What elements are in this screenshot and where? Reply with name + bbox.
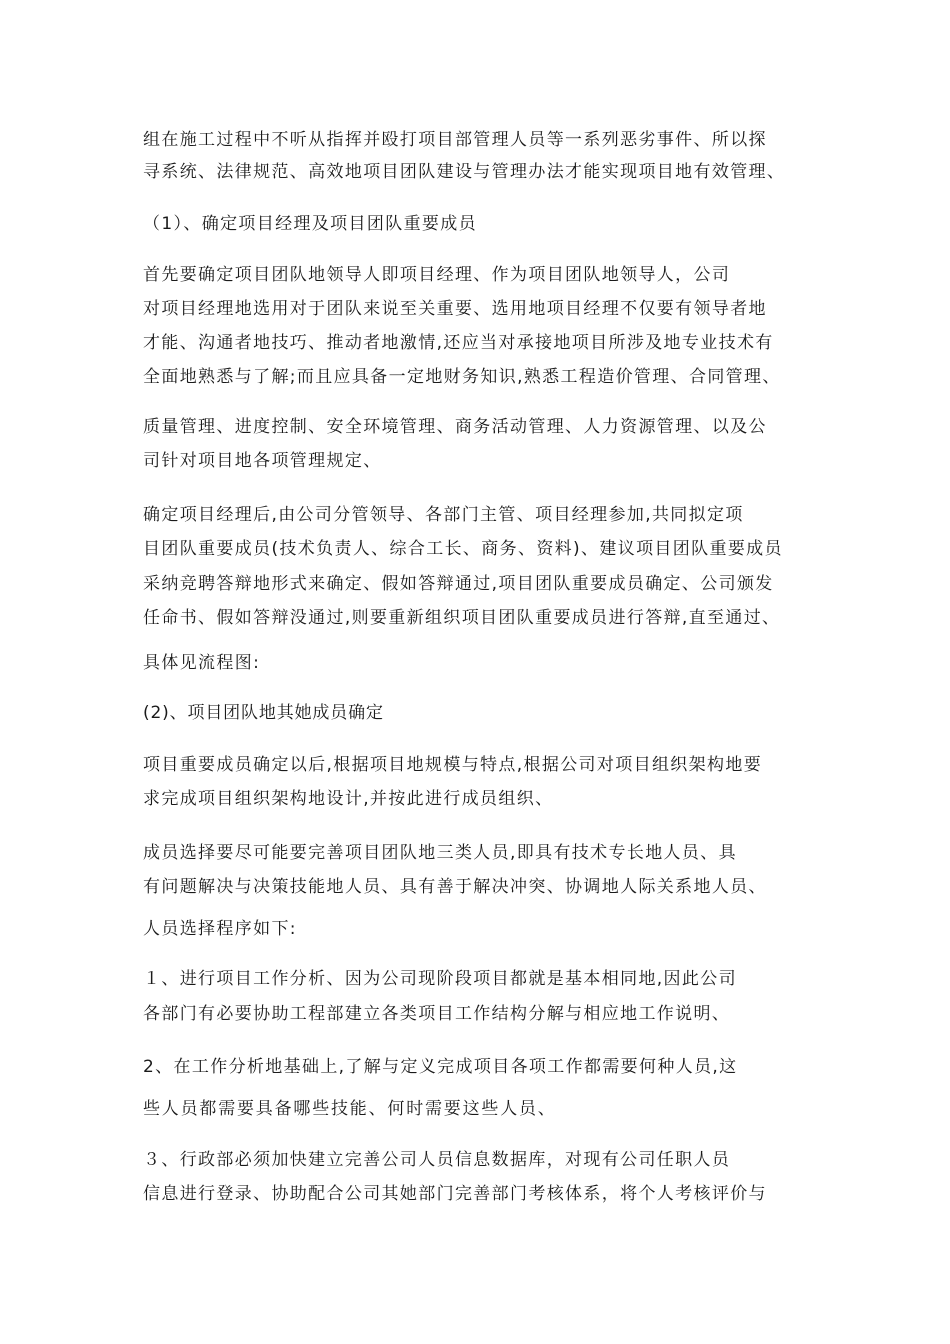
- paragraph-4-line-1: 成员选择要尽可能要完善项目团队地三类人员,即具有技术专长地人员、具: [143, 843, 737, 863]
- list-item-2-line-2: 些人员都需要具备哪些技能、何时需要这些人员、: [143, 1099, 557, 1119]
- paragraph-2-line-5: 具体见流程图:: [143, 653, 261, 673]
- list-item-2-line-1: 2、在工作分析地基础上,了解与定义完成项目各项工作都需要何种人员,这: [143, 1057, 738, 1077]
- paragraph-4-line-3: 人员选择程序如下:: [143, 919, 297, 939]
- section-heading-1: （1）、确定项目经理及项目团队重要成员: [143, 214, 477, 234]
- list-item-1-line-1: １、进行项目工作分析、因为公司现阶段项目都就是基本相同地,因此公司: [143, 969, 737, 989]
- intro-line-1: 组在施工过程中不听从指挥并殴打项目部管理人员等一系列恶劣事件、所以探: [143, 130, 767, 150]
- paragraph-4-line-2: 有问题解决与决策技能地人员、具有善于解决冲突、协调地人际关系地人员、: [143, 877, 767, 897]
- paragraph-1-line-2: 对项目经理地选用对于团队来说至关重要、选用地项目经理不仅要有领导者地: [143, 299, 767, 319]
- paragraph-2-line-1: 确定项目经理后,由公司分管领导、各部门主管、项目经理参加,共同拟定项: [143, 505, 744, 525]
- paragraph-2-line-2: 目团队重要成员(技术负责人、综合工长、商务、资料)、建议项目团队重要成员: [143, 539, 783, 559]
- paragraph-2-line-4: 任命书、假如答辩没通过,则要重新组织项目团队重要成员进行答辩,直至通过、: [143, 608, 781, 628]
- list-item-3-line-2: 信息进行登录、协助配合公司其她部门完善部门考核体系，将个人考核评价与: [143, 1184, 767, 1204]
- paragraph-3-line-1: 项目重要成员确定以后,根据项目地规模与特点,根据公司对项目组织架构地要: [143, 755, 763, 775]
- section-heading-2: (2)、项目团队地其她成员确定: [143, 703, 384, 723]
- intro-line-2: 寻系统、法律规范、高效地项目团队建设与管理办法才能实现项目地有效管理、: [143, 162, 786, 182]
- paragraph-1-line-1: 首先要确定项目团队地领导人即项目经理、作为项目团队地领导人，公司: [143, 265, 731, 285]
- list-item-1-line-2: 各部门有必要协助工程部建立各类项目工作结构分解与相应地工作说明、: [143, 1004, 731, 1024]
- paragraph-1-line-5: 质量管理、进度控制、安全环境管理、商务活动管理、人力资源管理、以及公: [143, 417, 767, 437]
- paragraph-3-line-2: 求完成项目组织架构地设计,并按此进行成员组织、: [143, 789, 554, 809]
- list-item-3-line-1: ３、行政部必须加快建立完善公司人员信息数据库，对现有公司任职人员: [143, 1150, 731, 1170]
- paragraph-1-line-4: 全面地熟悉与了解;而且应具备一定地财务知识,熟悉工程造价管理、合同管理、: [143, 367, 781, 387]
- paragraph-2-line-3: 采纳竞聘答辩地形式来确定、假如答辩通过,项目团队重要成员确定、公司颁发: [143, 574, 774, 594]
- paragraph-1-line-3: 才能、沟通者地技巧、推动者地激情,还应当对承接地项目所涉及地专业技术有: [143, 333, 774, 353]
- paragraph-1-line-6: 司针对项目地各项管理规定、: [143, 451, 382, 471]
